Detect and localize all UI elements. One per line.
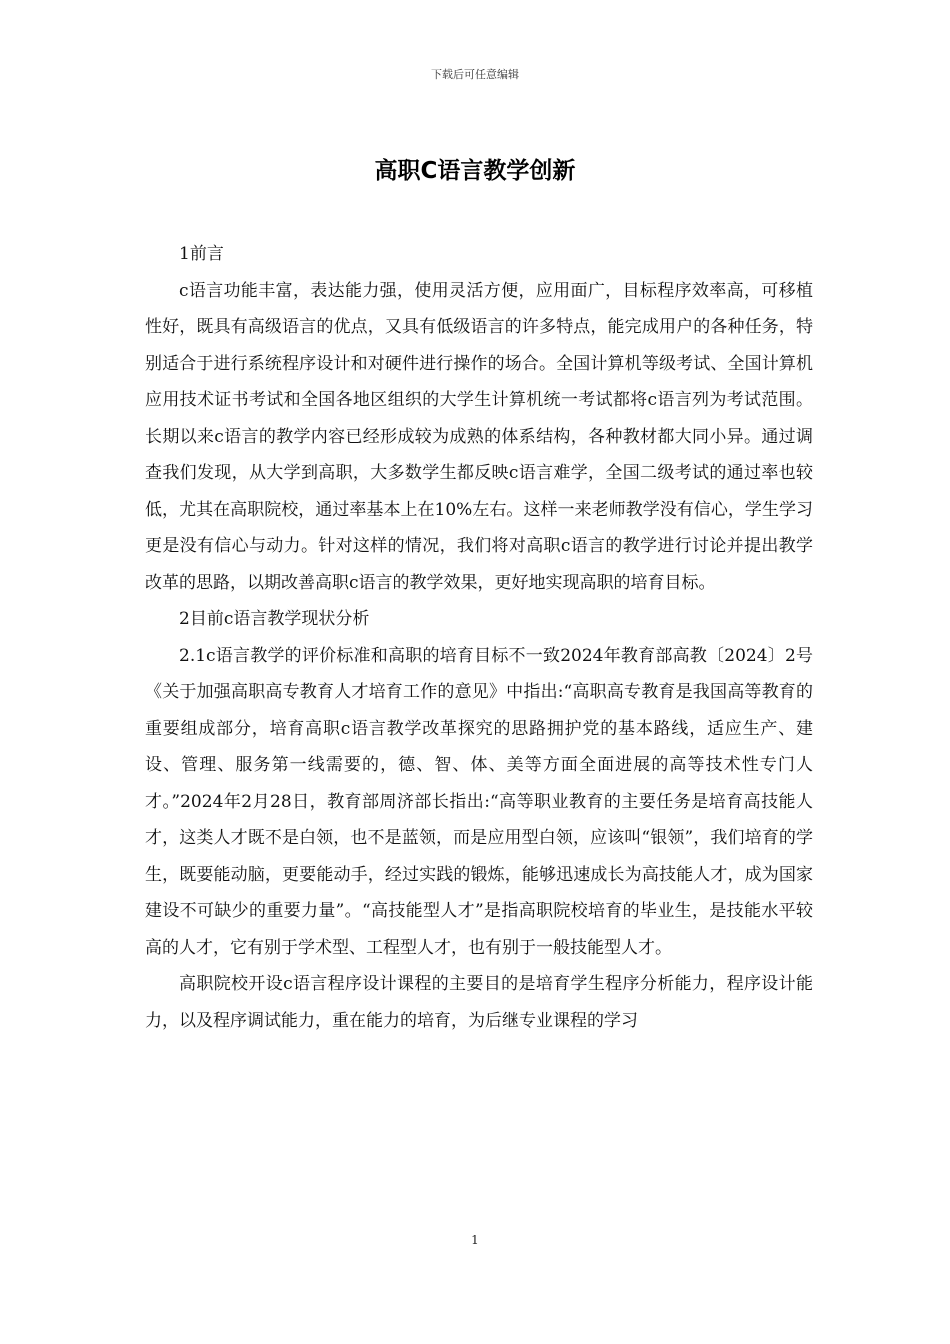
section-heading-intro: 1前言 xyxy=(179,244,224,264)
paragraph: 高职院校开设c语言程序设计课程的主要目的是培育学生程序分析能力，程序设计能力，以及程序调试能力，重在能力的培育，为后继专业课程的学习 xyxy=(145,974,813,1031)
section-heading-analysis: 2目前c语言教学现状分析 xyxy=(179,609,370,629)
page-number: 1 xyxy=(471,1233,479,1247)
paragraph: 2.1c语言教学的评价标准和高职的培育目标不一致2024年教育部高教〔2024〕2号《关于加强高职高专教育人才培育工作的意见》中指出:“高职高专教育是我国高等教育的重要组成部分，培育高职c语言教学改革探究的思路拥护党的基本路线，适应生产、建设、管理、服务第一线需要的，德、智、体、美等方面全面进展的高等技术性专门人才。”2024年2月28日，教育部周济部长指出:“高等职业教育的主要任务是培育高技能人才，这类人才既不是白领，也不是蓝领，而是应用型白领，应该叫“银领”，我们培育的学生，既要能动脑，更要能动手，经过实践的锻炼，能够迅速成长为高技能人才，成为国家建设不可缺少的重要力量”。“高技能型人才”是指高职院校培育的毕业生，是技能水平较高的人才，它有别于学术型、工程型人才，也有别于一般技能型人才。 xyxy=(145,645,813,958)
paragraph: c语言功能丰富，表达能力强，使用灵活方便，应用面广，目标程序效率高，可移植性好，既具有高级语言的优点，又具有低级语言的许多特点，能完成用户的各种任务，特别适合于进行系统程序设计和对硬件进行操作的场合。全国计算机等级考试、全国计算机应用技术证书考试和全国各地区组织的大学生计算机统一考试都将c语言列为考试范围。长期以来c语言的教学内容已经形成较为成熟的体系结构，各种教材都大同小异。通过调查我们发现，从大学到高职，大多数学生都反映c语言难学，全国二级考试的通过率也较低，尤其在高职院校，通过率基本上在10%左右。这样一来老师教学没有信心，学生学习更是没有信心与动力。针对这样的情况，我们将对高职c语言的教学进行讨论并提出教学改革的思路，以期改善高职c语言的教学效果，更好地实现高职的培育目标。 xyxy=(145,280,813,593)
document-body xyxy=(145,236,813,1039)
header-note: 下载后可任意编辑 xyxy=(431,68,519,81)
document-title: 高职C语言教学创新 xyxy=(374,158,576,184)
